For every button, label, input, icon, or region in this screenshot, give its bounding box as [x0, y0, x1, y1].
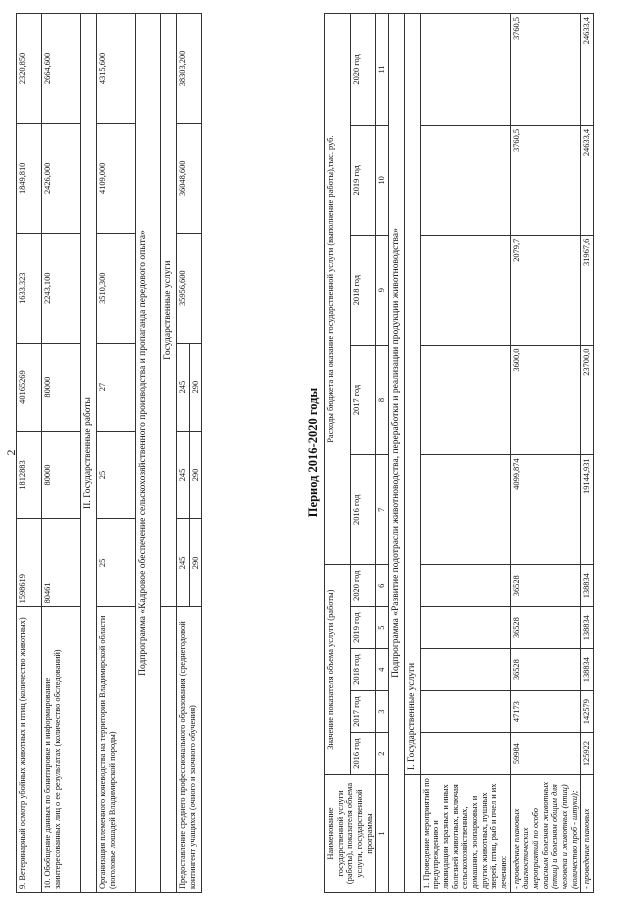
value-cell: 23700,0 — [581, 345, 594, 455]
column-number: 6 — [376, 565, 389, 607]
value-cell: 142579 — [581, 691, 594, 733]
period-title: Период 2016-2020 годы — [306, 387, 320, 518]
row-name: 1. Проведение мероприятий по предупреждению и ликвидации заразных и иных болезней животных, включая сельскохозяйственных, домашних, зоопарковых и других животных, пушных зверей, птиц, рыб и пчел и их лечению: — [420, 775, 510, 893]
year-header: 2020 год — [350, 14, 376, 126]
year-header: 2020 год — [350, 565, 376, 607]
value-cell: 290 — [189, 519, 202, 607]
row-name: - проведение плановых диагностических мероприятий по особо опасным болезням животных (птиц) и болезням общим для человека и животных (птиц) (количество проб - штуки); — [510, 775, 581, 893]
value-cell: 3760,5 — [510, 125, 581, 235]
year-header: 2017 год — [350, 691, 376, 733]
subprogram-heading: Подпрограмма «Развитие подотрасли животноводства, переработки и реализации продукции животноводства» — [388, 14, 404, 893]
value-cell: 1849,810 — [17, 123, 42, 233]
column-number: 8 — [376, 345, 389, 455]
column-number: 4 — [376, 649, 389, 691]
year-header: 2019 год — [350, 125, 376, 235]
table-row — [17, 14, 42, 893]
table-row — [420, 14, 510, 893]
value-cell: 125922 — [581, 733, 594, 775]
value-cell: 80000 — [42, 431, 81, 519]
row-name: 9. Ветеринарный осмотр убойных животных и птиц (количество животных) — [17, 607, 42, 893]
value-cell: 2243,100 — [42, 233, 81, 343]
column-number: 9 — [376, 235, 389, 345]
column-number-row — [376, 14, 389, 893]
value-cell: 1812883 — [17, 431, 42, 519]
value-cell: 36528 — [510, 607, 581, 649]
value-cell: 59984 — [510, 733, 581, 775]
year-header: 2018 год — [350, 649, 376, 691]
year-header: 2016 год — [350, 455, 376, 565]
value-cell: 47173 — [510, 691, 581, 733]
column-number: 5 — [376, 607, 389, 649]
page-number: 2 — [4, 449, 18, 456]
value-cell: 3760,5 — [510, 14, 581, 126]
table-row — [96, 14, 135, 893]
value-cell: 4315,600 — [96, 14, 135, 124]
value-cell: 138834 — [581, 649, 594, 691]
row-name: - проведение плановых — [581, 775, 594, 893]
year-header: 2019 год — [350, 607, 376, 649]
table-row — [42, 14, 81, 893]
value-cell: 138834 — [581, 565, 594, 607]
value-cell: 38303,200 — [176, 14, 201, 124]
row-name: Организация племенного коневодства на территории Владимирской области (поголовье лошадей Владимирской породы) — [96, 607, 135, 893]
top-table — [16, 13, 202, 893]
value-cell: 25 — [96, 431, 135, 519]
row-name: Предоставление среднего профессионального образования (среднегодовой контингент учащихся (очного и заочного обучения) — [176, 607, 201, 893]
table-row — [581, 14, 594, 893]
value-cell: 245 — [176, 519, 189, 607]
value-cell: 25 — [96, 519, 135, 607]
table-row — [510, 14, 581, 893]
value-cell: 2079,7 — [510, 235, 581, 345]
value-cell: 35956,600 — [176, 233, 201, 343]
value-cell: 290 — [189, 343, 202, 431]
value-cell: 2664,600 — [42, 14, 81, 124]
row-name: 10. Обобщение данных по бонитировке и информирование заинтересованных лиц о ее результатах (количество обследований) — [42, 607, 81, 893]
value-cell: 2426,000 — [42, 123, 81, 233]
header-volume: Значение показателя объема услуги (работы) — [325, 565, 351, 775]
value-cell: 36048,600 — [176, 123, 201, 233]
value-cell: 2320,850 — [17, 14, 42, 124]
value-cell: 4099,874 — [510, 455, 581, 565]
column-number: 11 — [376, 14, 389, 126]
value-cell: 80461 — [42, 519, 81, 607]
value-cell: 19144,931 — [581, 455, 594, 565]
value-cell: 24633,4 — [581, 125, 594, 235]
section-heading: II. Государственные работы — [81, 14, 97, 893]
year-header: 2016 год — [350, 733, 376, 775]
table-row — [176, 14, 189, 893]
value-cell: 1633.323 — [17, 233, 42, 343]
value-cell: 1598619 — [17, 519, 42, 607]
value-cell: 3600,0 — [510, 345, 581, 455]
value-cell: 80000 — [42, 343, 81, 431]
column-number: 10 — [376, 125, 389, 235]
column-number: 2 — [376, 733, 389, 775]
value-cell: 40165269 — [17, 343, 42, 431]
value-cell: 27 — [96, 343, 135, 431]
value-cell: 36528 — [510, 565, 581, 607]
value-cell: 245 — [176, 343, 189, 431]
value-cell: 31967,6 — [581, 235, 594, 345]
subprogram-heading: Подпрограмма «Кадровое обеспечение сельскохозяйственного производства и пропаганда передового опыта» — [135, 14, 160, 893]
header-budget: Расходы бюджета на оказание государственной услуги (выполнение работы),тыс. руб. — [325, 14, 351, 565]
value-cell: 36528 — [510, 649, 581, 691]
column-number: 1 — [376, 775, 389, 893]
value-cell: 245 — [176, 431, 189, 519]
header-name: Наименование государственной услуги (работы), показателя объема услуги, государственной программы — [325, 775, 376, 893]
section-heading: Государственные услуги — [160, 14, 176, 607]
value-cell: 290 — [189, 431, 202, 519]
value-cell: 4109,000 — [96, 123, 135, 233]
value-cell: 24633,4 — [581, 14, 594, 126]
column-number: 7 — [376, 455, 389, 565]
value-cell: 138834 — [581, 607, 594, 649]
year-header: 2018 год — [350, 235, 376, 345]
value-cell: 3510,300 — [96, 233, 135, 343]
bottom-table — [324, 13, 594, 893]
column-number: 3 — [376, 691, 389, 733]
section-heading: I. Государственные услуги — [404, 14, 420, 775]
year-header: 2017 год — [350, 345, 376, 455]
